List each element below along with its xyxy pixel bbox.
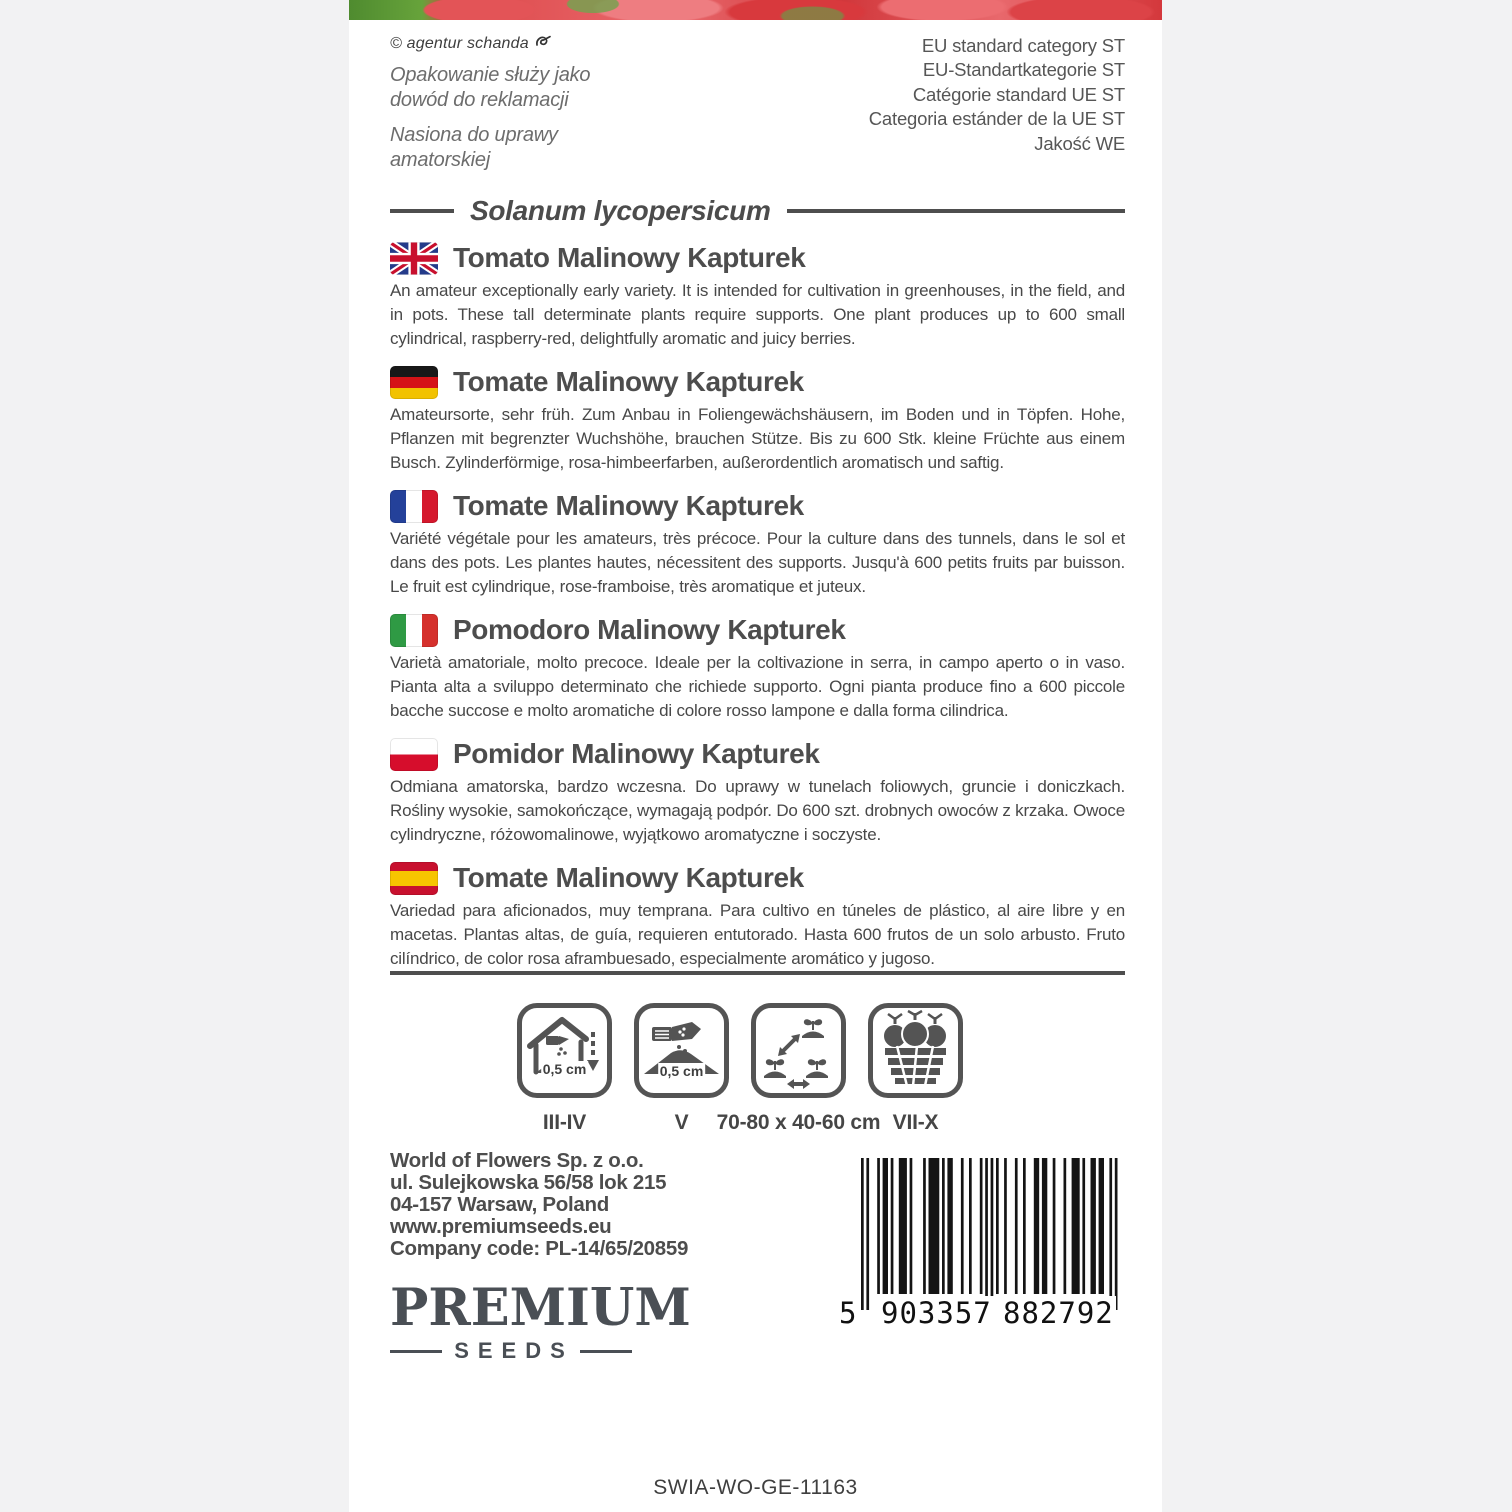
eu-category-pl: Jakość WE bbox=[1034, 132, 1125, 154]
plant-spacing-value: 70-80 x 40-60 cm bbox=[716, 1111, 881, 1134]
claim-note bbox=[390, 63, 720, 113]
barcode-bars bbox=[861, 1158, 1121, 1310]
barcode-left-digits: 903357 bbox=[881, 1296, 992, 1330]
company-block bbox=[390, 1150, 720, 1364]
section-divider-rule bbox=[390, 971, 1125, 975]
amateur-note-line2: amatorskiej bbox=[390, 149, 491, 171]
tomato-photo-strip bbox=[349, 0, 1162, 20]
company-name: World of Flowers Sp. z o.o. bbox=[390, 1149, 644, 1172]
brand-name: PREMIUM bbox=[390, 1278, 691, 1338]
photo-credit-text: © agentur schanda bbox=[390, 34, 529, 52]
section-text: Amateursorte, sehr früh. Zum Anbau in Foliengewächshäusern, im Boden und in Töpfen. Hohe, Pflanzen mit begrenzter Wuchshöhe, brauchen Stütze. Bis zu 600 Stk. kleine Früchte aus einem Busch. Zylinderförmige, rosa-himbeerfarben, außerordentlich aromatisch und saftig. bbox=[390, 405, 1125, 472]
eu-category-fr: Catégorie standard UE ST bbox=[912, 83, 1125, 105]
section-spanish bbox=[390, 860, 1125, 971]
section-title: Tomate Malinowy Kapturek bbox=[453, 490, 804, 521]
company-city: 04-157 Warsaw, Poland bbox=[390, 1193, 609, 1216]
sowing-under-cover-icon bbox=[517, 1003, 612, 1098]
harvest-basket-icon bbox=[868, 1003, 963, 1098]
section-text: Odmiana amatorska, bardzo wczesna. Do uprawy w tunelach foliowych, gruncie i doniczkach. Rośliny wysokie, samokończące, wymagają podpór. Do 600 szt. drobnych owoców z krzaka. Owoce cylindryczne, różowomalinowe, wyjątkowo aromatyczne i soczyste. bbox=[390, 777, 1125, 844]
amateur-note-line1: Nasiona do uprawy bbox=[390, 124, 558, 146]
botanical-name: Solanum lycopersicum bbox=[470, 195, 771, 226]
company-website: www.premiumseeds.eu bbox=[390, 1215, 612, 1238]
eu-category-block bbox=[869, 34, 1125, 156]
barcode-first-digit: 5 bbox=[839, 1296, 857, 1330]
seed-packet-back bbox=[349, 0, 1162, 1512]
cultivation-icons-row bbox=[517, 1003, 963, 1135]
plant-spacing-icon bbox=[751, 1003, 846, 1098]
credit-and-notes bbox=[390, 34, 720, 173]
section-title: Pomidor Malinowy Kapturek bbox=[453, 738, 820, 769]
ean13-barcode bbox=[839, 1150, 1125, 1340]
section-title: Tomate Malinowy Kapturek bbox=[453, 862, 804, 893]
sowing-direct-icon bbox=[634, 1003, 729, 1098]
section-german bbox=[390, 364, 1125, 475]
section-text: An amateur exceptionally early variety. It is intended for cultivation in greenhouses, in the field, and in pots. These tall determinate plants require supports. One plant produces up to 600 small cylindrical, raspberry-red, delightfully aromatic and juicy berries. bbox=[390, 281, 1125, 348]
harvest-period: VII-X bbox=[892, 1111, 939, 1134]
product-reference-code: SWIA-WO-GE-11163 bbox=[653, 1476, 858, 1499]
germany-flag-icon bbox=[390, 366, 438, 399]
sowing-depth-label: 0,5 cm bbox=[659, 1063, 704, 1079]
poland-flag-icon bbox=[390, 738, 438, 771]
france-flag-icon bbox=[390, 490, 438, 523]
swirl-bird-icon bbox=[535, 34, 552, 53]
company-street: ul. Sulejkowska 56/58 lok 215 bbox=[390, 1171, 667, 1194]
premium-seeds-logo bbox=[390, 1278, 691, 1364]
sowing-under-cover bbox=[517, 1003, 612, 1135]
photo-credit bbox=[390, 34, 720, 53]
section-title: Tomato Malinowy Kapturek bbox=[453, 242, 806, 273]
section-title: Pomodoro Malinowy Kapturek bbox=[453, 614, 846, 645]
brand-sub-name: SEEDS bbox=[454, 1338, 574, 1363]
spain-flag-icon bbox=[390, 862, 438, 895]
eu-category-es: Categoria estánder de la UE ST bbox=[868, 108, 1125, 130]
section-text: Variedad para aficionados, muy temprana. Para cultivo en túneles de plástico, al aire libre y en macetas. Plantas altas, de guía, requieren entutorado. Hasta 600 frutos de un solo arbusto. Fruto cilíndrico, de color rosa aframbuesado, especialmente aromático y jugoso. bbox=[390, 901, 1125, 968]
sowing-depth-label: 0,5 cm bbox=[542, 1061, 587, 1077]
header-row bbox=[390, 34, 1125, 173]
sowing-direct-period: V bbox=[674, 1111, 689, 1134]
amateur-note bbox=[390, 123, 720, 173]
section-text: Varietà amatoriale, molto precoce. Ideale per la coltivazione in serra, in campo aperto o in vaso. Pianta alta a sviluppo determinato che richiede supporto. Ogni pianta produce fino a 600 piccole bacche succose e molto aromatiche di colore rosso lampone e dalla forma cilindrica. bbox=[390, 653, 1125, 720]
claim-note-line1: Opakowanie służy jako bbox=[390, 64, 591, 86]
harvest bbox=[868, 1003, 963, 1135]
rule-left bbox=[390, 209, 454, 213]
uk-flag-icon bbox=[390, 242, 438, 275]
bottom-row bbox=[390, 1150, 1125, 1364]
eu-category-de: EU-Standartkategorie ST bbox=[922, 59, 1125, 81]
eu-category-en: EU standard category ST bbox=[921, 35, 1125, 56]
section-polish bbox=[390, 736, 1125, 847]
brand-rule-right bbox=[580, 1350, 632, 1353]
section-english bbox=[390, 240, 1125, 351]
company-code: Company code: PL-14/65/20859 bbox=[390, 1237, 689, 1260]
barcode-right-digits: 882792 bbox=[1003, 1296, 1114, 1330]
claim-note-line2: dowód do reklamacji bbox=[390, 89, 569, 111]
section-french bbox=[390, 488, 1125, 599]
section-title: Tomate Malinowy Kapturek bbox=[453, 366, 804, 397]
upper-content bbox=[390, 34, 1125, 978]
sowing-direct bbox=[634, 1003, 729, 1135]
plant-spacing bbox=[716, 1003, 881, 1135]
italy-flag-icon bbox=[390, 614, 438, 647]
sowing-under-cover-period: III-IV bbox=[542, 1111, 587, 1134]
rule-right bbox=[787, 209, 1125, 213]
section-italian bbox=[390, 612, 1125, 723]
brand-rule-left bbox=[390, 1350, 442, 1353]
section-text: Variété végétale pour les amateurs, très précoce. Pour la culture dans des tunnels, dans le sol et dans des pots. Les plantes hautes, nécessitent des supports. Jusqu'à 600 petits fruits par buisson. Le fruit est cylindrique, rose-framboise, très aromatique et juteux. bbox=[390, 529, 1125, 596]
botanical-name-header bbox=[390, 195, 1125, 227]
